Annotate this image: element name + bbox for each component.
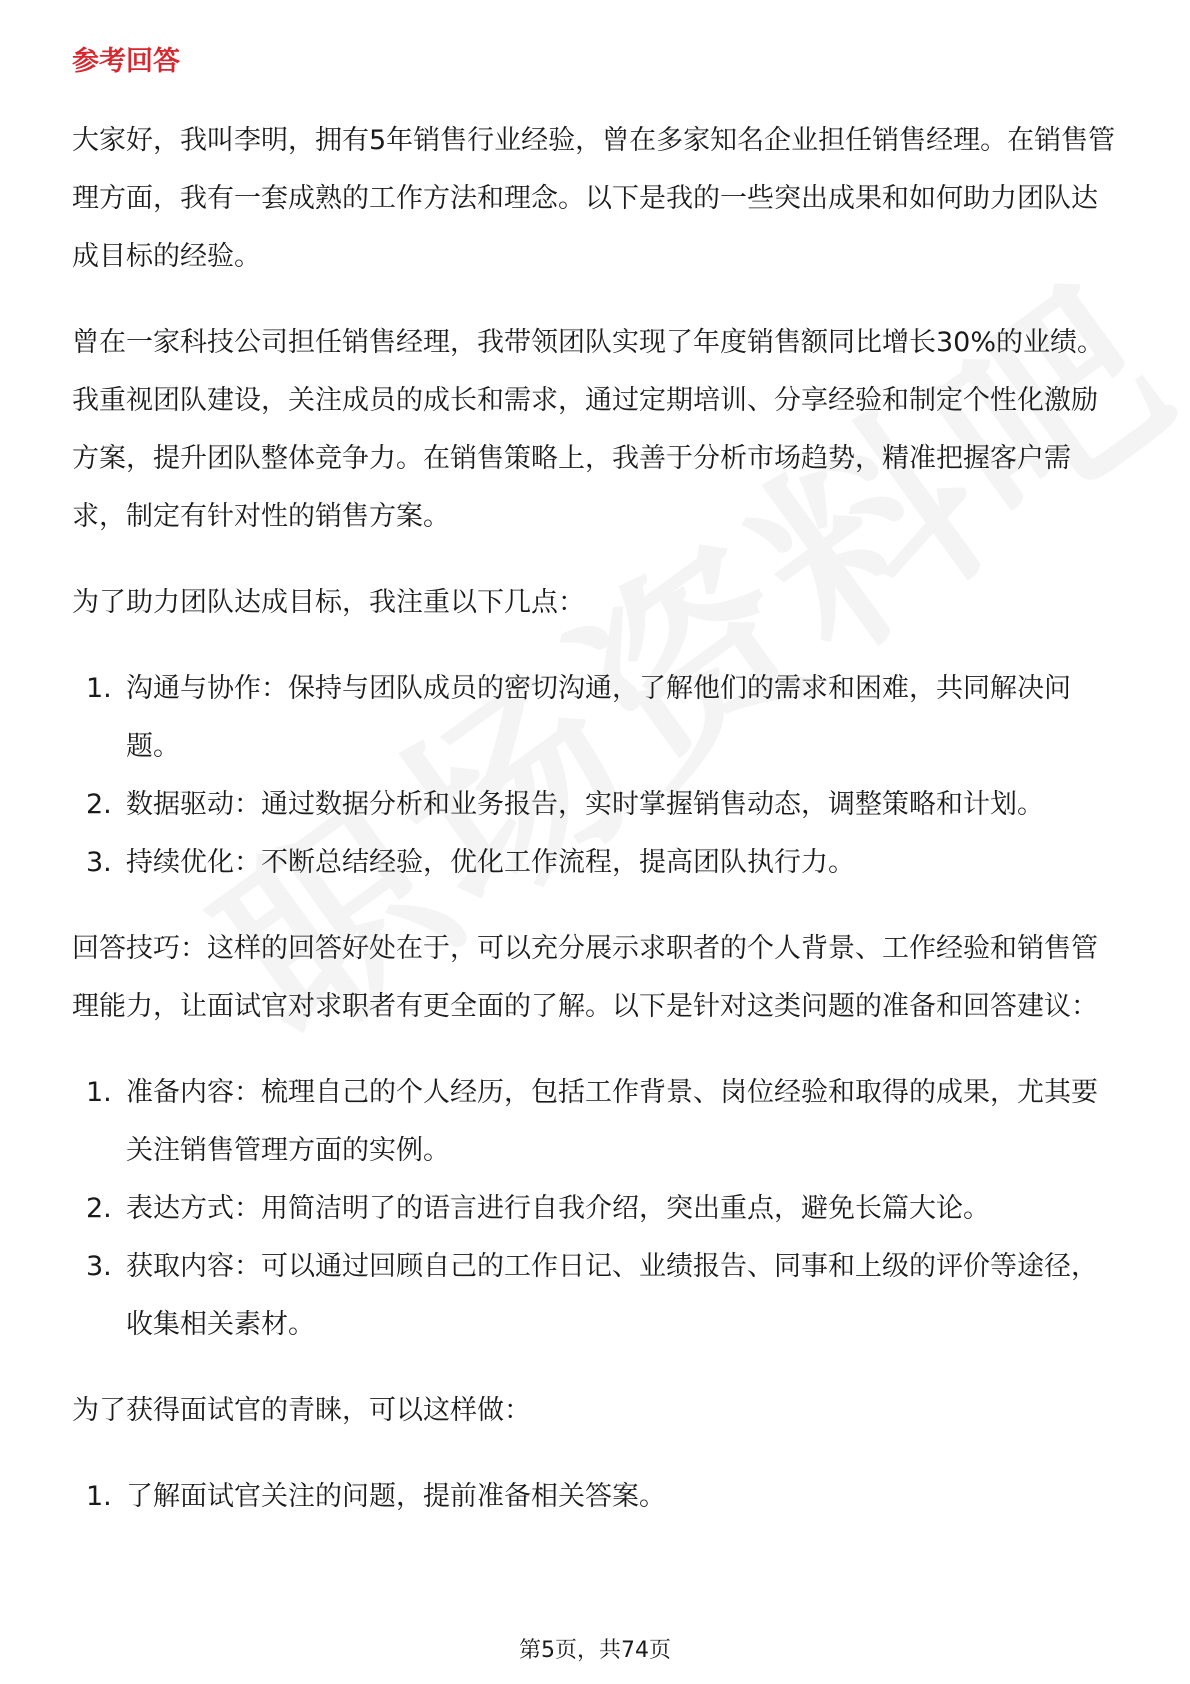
list-number: 2. <box>86 1193 112 1224</box>
list-number: 2. <box>86 789 112 820</box>
tips-paragraph: 回答技巧：这样的回答好处在于，可以充分展示求职者的个人背景、工作经验和销售管理能力，让面试官对求职者有更全面的了解。以下是针对这类问题的准备和回答建议： <box>72 933 1098 1022</box>
list-number: 3. <box>86 1251 112 1282</box>
list-item <box>72 1468 1118 1526</box>
focus-intro-paragraph: 为了助力团队达成目标，我注重以下几点： <box>72 587 585 618</box>
list-item <box>72 660 1118 776</box>
list-item-text: 数据驱动：通过数据分析和业务报告，实时掌握销售动态，调整策略和计划。 <box>126 789 1044 820</box>
impress-paragraph: 为了获得面试官的青睐，可以这样做： <box>72 1395 531 1426</box>
achievement-paragraph: 曾在一家科技公司担任销售经理，我带领团队实现了年度销售额同比增长30%的业绩。我重视团队建设，关注成员的成长和需求，通过定期培训、分享经验和制定个性化激励方案，提升团队整体竞争力。在销售策略上，我善于分析市场趋势，精准把握客户需求，制定有针对性的销售方案。 <box>72 327 1105 532</box>
list-item-text: 沟通与协作：保持与团队成员的密切沟通，了解他们的需求和困难，共同解决问题。 <box>126 673 1071 762</box>
list-number: 1. <box>86 1077 112 1108</box>
list-item-text: 获取内容：可以通过回顾自己的工作日记、业绩报告、同事和上级的评价等途径，收集相关素材。 <box>126 1251 1098 1340</box>
list-item-text: 了解面试官关注的问题，提前准备相关答案。 <box>126 1481 666 1512</box>
list-item <box>72 1180 1118 1238</box>
list-item <box>72 834 1118 892</box>
list-item <box>72 1238 1118 1354</box>
list-number: 1. <box>86 1481 112 1512</box>
focus-list <box>72 660 1118 892</box>
list-number: 1. <box>86 673 112 704</box>
intro-paragraph: 大家好，我叫李明，拥有5年销售行业经验，曾在多家知名企业担任销售经理。在销售管理方面，我有一套成熟的工作方法和理念。以下是我的一些突出成果和如何助力团队达成目标的经验。 <box>72 125 1116 272</box>
section-heading: 参考回答 <box>72 46 180 77</box>
list-item <box>72 1064 1118 1180</box>
document-body <box>72 44 1118 1554</box>
list-item-text: 表达方式：用简洁明了的语言进行自我介绍，突出重点，避免长篇大论。 <box>126 1193 990 1224</box>
page-footer: 第5页，共74页 <box>519 1638 671 1663</box>
list-number: 3. <box>86 847 112 878</box>
impress-list <box>72 1468 1118 1526</box>
list-item <box>72 776 1118 834</box>
tips-list <box>72 1064 1118 1354</box>
list-item-text: 持续优化：不断总结经验，优化工作流程，提高团队执行力。 <box>126 847 855 878</box>
list-item-text: 准备内容：梳理自己的个人经历，包括工作背景、岗位经验和取得的成果，尤其要关注销售管理方面的实例。 <box>126 1077 1098 1166</box>
